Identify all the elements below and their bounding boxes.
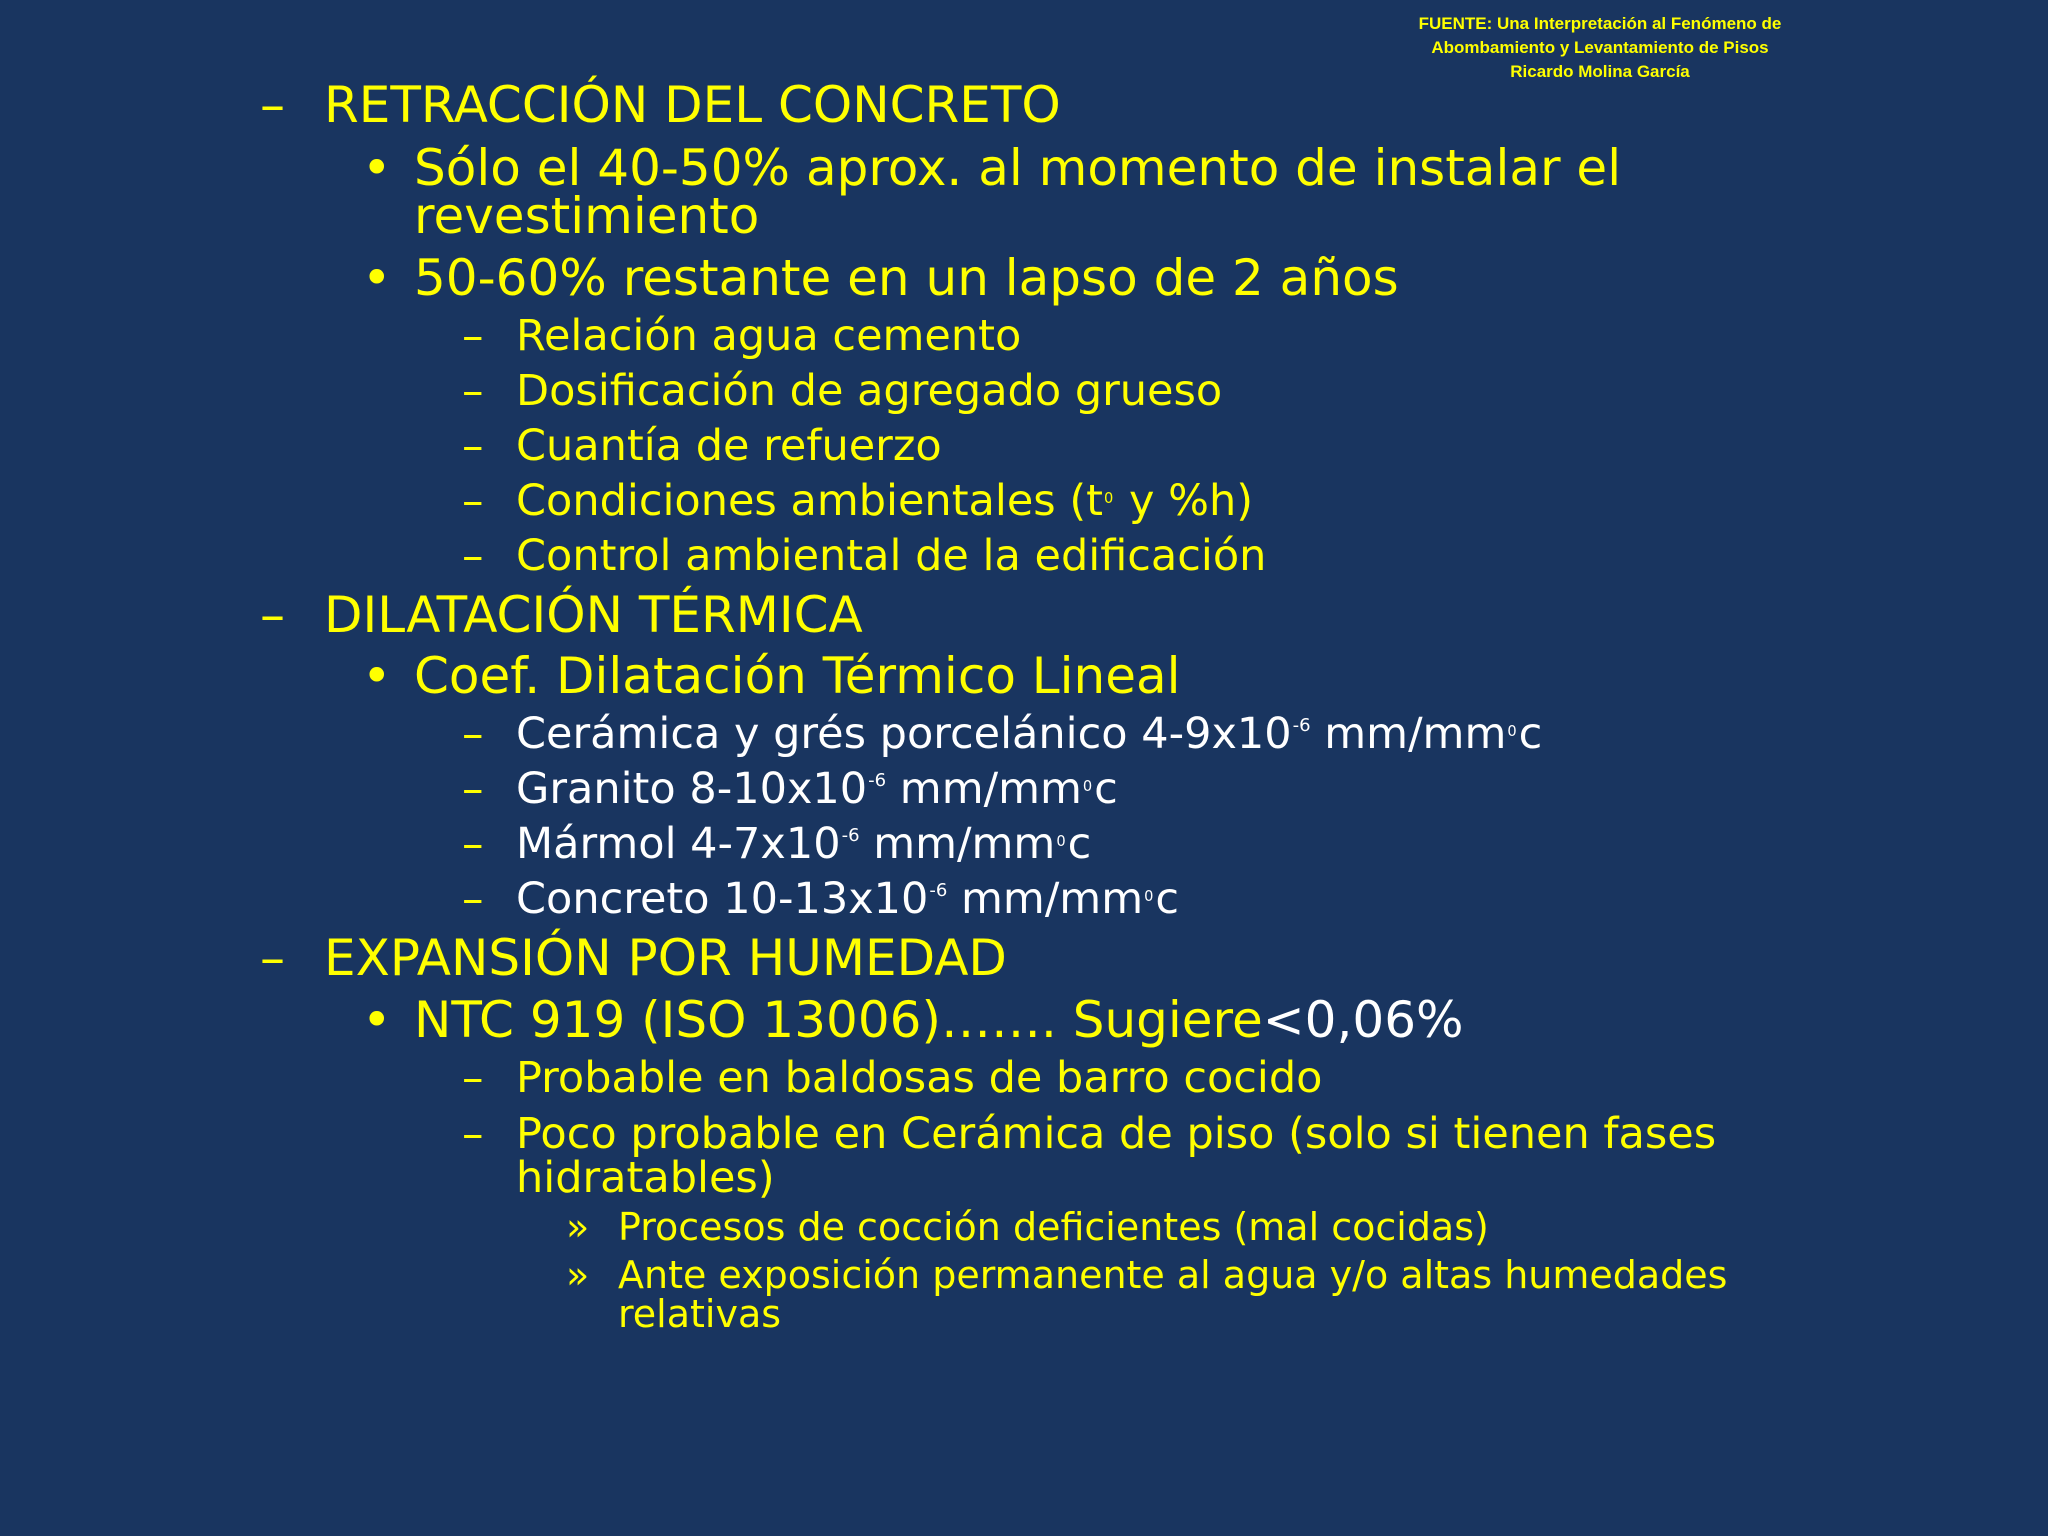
dash-marker: –	[462, 1053, 484, 1103]
section-title-retraccion: RETRACCIÓN DEL CONCRETO	[324, 76, 1061, 134]
subsub-procesos-coccion: Procesos de cocción deficientes (mal cocidas)	[618, 1205, 1489, 1249]
degree-mark: 0	[1144, 887, 1154, 905]
bullet-retraccion-1-line-2: revestimiento	[414, 187, 760, 245]
section-title-dilatacion: DILATACIÓN TÉRMICA	[324, 586, 863, 644]
exponent: -6	[929, 879, 948, 901]
dash-marker: –	[462, 531, 484, 581]
sub-probable-barro: Probable en baldosas de barro cocido	[516, 1053, 1323, 1103]
bullet-retraccion-1	[414, 139, 1622, 245]
sub-poco-probable	[516, 1109, 1717, 1203]
exponent: -6	[1292, 714, 1311, 736]
unit-text: mm/mm	[947, 874, 1144, 924]
bullet-coef-dilatacion: Coef. Dilatación Térmico Lineal	[414, 647, 1181, 705]
dash-marker: –	[462, 819, 484, 869]
sub-concreto-text: Concreto 10-13x10	[516, 874, 929, 924]
sub-condiciones-text-a: Condiciones ambientales (t	[516, 476, 1104, 526]
sub-poco-probable-line-1: Poco probable en Cerámica de piso (solo si tienen fases	[516, 1109, 1717, 1159]
subsub-exposicion-agua-line-1: Ante exposición permanente al agua y/o altas humedades	[618, 1253, 1728, 1297]
degree-mark: 0	[1056, 832, 1066, 850]
subsub-exposicion-agua	[618, 1253, 1728, 1336]
dash-marker: –	[260, 586, 285, 644]
dash-marker: –	[462, 764, 484, 814]
unit-suffix: c	[1155, 874, 1180, 924]
bullet-ntc-919-value: <0,06%	[1262, 991, 1464, 1049]
sub-granito-text: Granito 8-10x10	[516, 764, 868, 814]
unit-text: mm/mm	[859, 819, 1056, 869]
bullet-ntc-919	[414, 991, 1464, 1049]
degree-mark: 0	[1104, 489, 1114, 507]
raquo-marker: »	[566, 1205, 590, 1249]
dash-marker: –	[260, 929, 285, 987]
source-line-3: Ricardo Molina García	[1510, 62, 1690, 81]
sub-condiciones	[516, 476, 1253, 533]
bullet-marker: •	[362, 139, 392, 197]
sub-ceramica	[516, 709, 1543, 766]
exponent: -6	[841, 824, 860, 846]
source-line-2: Abombamiento y Levantamiento de Pisos	[1431, 38, 1769, 57]
unit-suffix: c	[1094, 764, 1118, 814]
sub-relacion-agua: Relación agua cemento	[516, 311, 1022, 361]
bullet-marker: •	[362, 991, 392, 1049]
bullet-retraccion-2: 50-60% restante en un lapso de 2 años	[414, 249, 1399, 307]
sub-ceramica-text: Cerámica y grés porcelánico 4-9x10	[516, 709, 1292, 759]
dash-marker: –	[260, 76, 285, 134]
degree-mark: 0	[1507, 722, 1517, 740]
dash-marker: –	[462, 1109, 484, 1159]
dash-marker: –	[462, 421, 484, 471]
bullet-retraccion-1-line-1: Sólo el 40-50% aprox. al momento de instalar el	[414, 139, 1622, 197]
section-title-expansion: EXPANSIÓN POR HUMEDAD	[324, 929, 1007, 987]
bullet-marker: •	[362, 249, 392, 307]
sub-marmol	[516, 819, 1092, 876]
bullet-marker: •	[362, 647, 392, 705]
unit-suffix: c	[1518, 709, 1543, 759]
degree-mark: 0	[1082, 777, 1093, 795]
dash-marker: –	[462, 311, 484, 361]
bullet-ntc-919-text: NTC 919 (ISO 13006)……. Sugiere	[414, 991, 1263, 1049]
sub-dosificacion: Dosificación de agregado grueso	[516, 366, 1223, 416]
sub-control-ambiental: Control ambiental de la edificación	[516, 531, 1267, 581]
sub-poco-probable-line-2: hidratables)	[516, 1153, 775, 1203]
unit-text: mm/mm	[1310, 709, 1507, 759]
dash-marker: –	[462, 709, 484, 759]
exponent: -6	[868, 769, 887, 791]
raquo-marker: »	[566, 1253, 590, 1297]
dash-marker: –	[462, 874, 484, 924]
source-line-1: FUENTE: Una Interpretación al Fenómeno de	[1418, 14, 1782, 33]
unit-suffix: c	[1067, 819, 1092, 869]
sub-concreto	[516, 874, 1180, 931]
dash-marker: –	[462, 476, 484, 526]
sub-granito	[516, 764, 1118, 821]
dash-marker: –	[462, 366, 484, 416]
sub-condiciones-text-b: y %h)	[1115, 476, 1253, 526]
sub-marmol-text: Mármol 4-7x10	[516, 819, 841, 869]
unit-text: mm/mm	[886, 764, 1082, 814]
subsub-exposicion-agua-line-2: relativas	[618, 1292, 782, 1336]
source-citation	[1340, 12, 1860, 84]
sub-cuantia: Cuantía de refuerzo	[516, 421, 942, 471]
